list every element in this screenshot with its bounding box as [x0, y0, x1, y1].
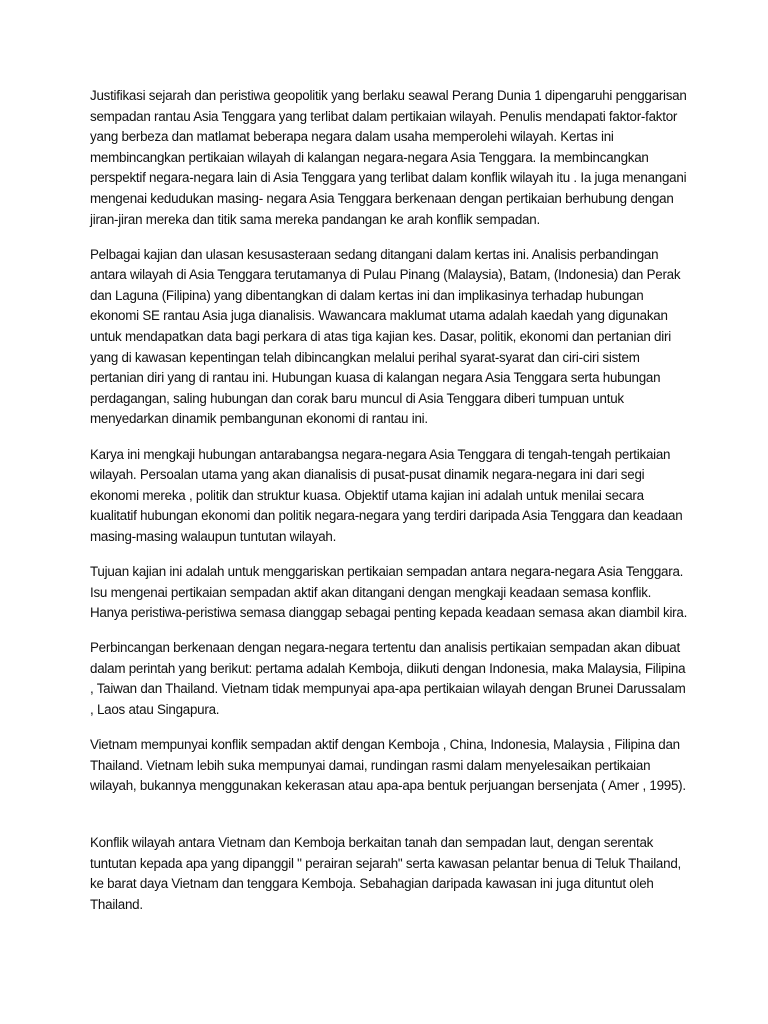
paragraph: Konflik wilayah antara Vietnam dan Kemboja berkaitan tanah dan sempadan laut, dengan serentak tuntutan kepada apa yang dipanggil " perairan sejarah" serta kawasan pelantar benua di Teluk Thailand, ke barat daya Vietnam dan tenggara Kemboja. Sebahagian daripada kawasan ini juga dituntut oleh Thailand. — [90, 834, 681, 912]
paragraph: Pelbagai kajian dan ulasan kesusasteraan sedang ditangani dalam kertas ini. Analisis perbandingan antara wilayah di Asia Tenggara terutamanya di Pulau Pinang (Malaysia), Batam, (Indonesia) dan Perak dan Laguna (Filipina) yang dibentangkan di dalam kertas ini dan implikasinya terhadap hubungan ekonomi SE rantau Asia juga dianalisis. Wawancara maklumat utama adalah kaedah yang digunakan untuk mendapatkan data bagi perkara di atas tiga kajian kes. Dasar, politik, ekonomi dan pertanian diri yang di kawasan kepentingan telah dibincangkan melalui perihal syarat-syarat dan ciri-ciri sistem pertanian diri yang di rantau ini. Hubungan kuasa di kalangan negara Asia Tenggara serta hubungan perdagangan, saling hubungan dan corak baru muncul di Asia Tenggara diberi tumpuan untuk menyedarkan dinamik pembangunan ekonomi di rantau ini. — [90, 246, 681, 427]
paragraph: Justifikasi sejarah dan peristiwa geopolitik yang berlaku seawal Perang Dunia 1 dipengaruhi penggarisan sempadan rantau Asia Tenggara yang terlibat dalam pertikaian wilayah. Penulis mendapati faktor-faktor yang berbeza dan matlamat beberapa negara dalam usaha memperolehi wilayah. Kertas ini membincangkan pertikaian wilayah di kalangan negara-negara Asia Tenggara. Ia membincangkan perspektif negara-negara lain di Asia Tenggara yang terlibat dalam konflik wilayah itu . Ia juga menangani mengenai kedudukan masing- negara Asia Tenggara berkenaan dengan pertikaian berhubung dengan jiran-jiran mereka dan titik sama mereka pandangan ke arah konflik sempadan. — [90, 88, 687, 227]
paragraph: Tujuan kajian ini adalah untuk menggariskan pertikaian sempadan antara negara-negara Asia Tenggara. Isu mengenai pertikaian sempadan aktif akan ditangani dengan mengkaji keadaan semasa konflik. Hanya peristiwa-peristiwa semasa dianggap sebagai penting kepada keadaan semasa akan diambil kira. — [90, 563, 688, 621]
paragraph: Perbincangan berkenaan dengan negara-negara tertentu dan analisis pertikaian sempadan akan dibuat dalam perintah yang berikut: pertama adalah Kemboja, diikuti dengan Indonesia, maka Malaysia, Filipina , Taiwan dan Thailand. Vietnam tidak mempunyai apa-apa pertikaian wilayah dengan Brunei Darussalam , Laos atau Singapura. — [90, 640, 686, 718]
paragraph: Vietnam mempunyai konflik sempadan aktif dengan Kemboja , China, Indonesia, Malaysia , Filipina dan Thailand. Vietnam lebih suka mempunyai damai, rundingan rasmi dalam menyelesaikan pertikaian wilayah, bukannya menggunakan kekerasan atau apa-apa bentuk perjuangan bersenjata ( Amer , 1995). — [90, 737, 686, 794]
document-body — [90, 86, 690, 930]
paragraph: Karya ini mengkaji hubungan antarabangsa negara-negara Asia Tenggara di tengah-tengah pertikaian wilayah. Persoalan utama yang akan dianalisis di pusat-pusat dinamik negara-negara ini dari segi ekonomi mereka , politik dan struktur kuasa. Objektif utama kajian ini adalah untuk menilai secara kualitatif hubungan ekonomi dan politik negara-negara yang terdiri daripada Asia Tenggara dan keadaan masing-masing walaupun tuntutan wilayah. — [90, 446, 683, 544]
